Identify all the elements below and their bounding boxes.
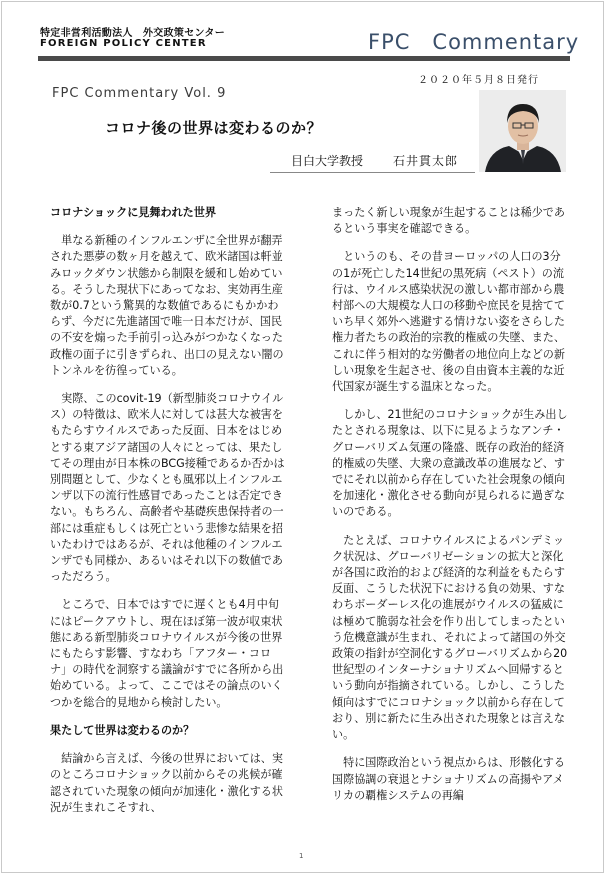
- author-portrait-illustration: [479, 90, 566, 172]
- right-column: [332, 205, 568, 804]
- author-underline: [270, 172, 475, 173]
- organization-name-ja: 特定非営利活動法人 外交政策センター: [40, 28, 225, 39]
- paragraph: 実際、このcovit-19（新型肺炎コロナウイルス）の特徴は、欧米人に対しては甚大な被害をもたらすウイルスであった反面、日本をはじめとする東アジア諸国の人々にとっては、果たしてその理由が日本株のBCG接種であるか否かは別問題として、少なくとも風邪以上インフルエンザ以下の流行性感冒であったことは否定できない。もちろん、高齢者や基礎疾患保持者の一部には重症もしくは死亡という悲惨な結果を招いたわけではあるが、それは他種のインフルエンザでも同様か、あるいはそれ以下の数値であっただろう。: [50, 392, 285, 584]
- article-title: コロナ後の世界は変わるのか？: [105, 119, 323, 137]
- organization-name-en: FOREIGN POLICY CENTER: [40, 38, 207, 49]
- paragraph: ところで、日本ではすでに遅くとも4月中旬にはピークアウトし、現在ほぼ第一波が収束状態にある新型肺炎コロナウイルスが今後の世界にもたらす影響、すなわち「アフター・コロナ」の時代を洞察する議論がすでに各所から出始めている。よって、ここではその論点のいくつかを総合的見地から検討したい。: [50, 598, 284, 709]
- section-heading: 果たして世界は変わるのか？: [50, 723, 195, 737]
- paragraph: 結論から言えば、今後の世界においては、実のところコロナショック以前からその兆候が確認されていた現象の傾向が加速化・激化する状況が生まれこそすれ、: [50, 752, 283, 814]
- page-number: 1: [299, 852, 304, 860]
- paragraph: というのも、その昔ヨーロッパの人口の3分の1が死亡した14世紀の黒死病（ペスト）の流行は、ウイルス感染状況の激しい都市部から農村部への大規模な人口の移動や庶民を見捨てていち早く郊外へ逃避する情けない姿をさらした権力者たちの政治的宗教的権威の失墜、また、これに伴う相対的な労働者の地位向上などの新しい現象を生起させ、後の自由資本主義的な近代国家が誕生する温床となった。: [332, 250, 565, 394]
- section-heading: コロナショックに見舞われた世界: [50, 206, 216, 219]
- author-affiliation: 目白大学教授: [291, 154, 364, 168]
- author-photo: [479, 90, 566, 172]
- paragraph: しかし、21世紀のコロナショックが生み出したとされる現象は、以下に見るようなアンチ・グローバリズム気運の隆盛、既存の政治的経済的権威の失墜、大衆の意識改革の進展など、すでにそれ以前から存在していた社会現象の傾向を加速化・激化させる動向が見られるに過ぎないのである。: [332, 408, 568, 519]
- author-name: 石井貫太郎: [393, 154, 459, 168]
- header-rule: [38, 56, 570, 61]
- volume-label: FPC Commentary Vol. 9: [52, 86, 227, 101]
- left-column: [50, 205, 286, 816]
- paragraph: 単なる新種のインフルエンザに全世界が翻弄された悪夢の数ヶ月を越えて、欧米諸国は軒並みロックダウン状態から制限を緩和し始めている。そうした現状下にあってなお、実効再生産数が0.7という驚異的な数値であるにもかかわらず、今だに先進諸国で唯一日本だけが、国民の不安を煽った手前引っ込みがつかなくなった政権の面子に引きずられ、出口の見えない闇のトンネルを彷徨っている。: [50, 234, 284, 377]
- publication-brand: FPC Commentary: [368, 30, 580, 54]
- paragraph: 特に国際政治という視点からは、形骸化する国際協調の衰退とナショナリズムの高揚やアメリカの覇権システムの再編: [332, 756, 565, 802]
- paragraph: まったく新しい現象が生起することは稀少であるという事実を確認できる。: [332, 206, 565, 236]
- issue-date: ２０２０年５月８日発行: [418, 75, 539, 86]
- paragraph: たとえば、コロナウイルスによるパンデミック状況は、グローバリゼーションの拡大と深化が各国に政治的および経済的な利益をもたらす反面、こうした状況下における負の効果、すなわちボーダーレス化の進展がウイルスの猛威には極めて脆弱な社会を作り出してしまったという危機意識が生まれ、それによって諸国の外交政策の指針が空洞化するグローバリズムから20世紀型のインターナショナリズムへ回帰するという動向が指摘されている。しかし、こうした傾向はすでにコロナショック以前から存在しており、別に新たに生み出された現象とは言えない。: [332, 533, 568, 742]
